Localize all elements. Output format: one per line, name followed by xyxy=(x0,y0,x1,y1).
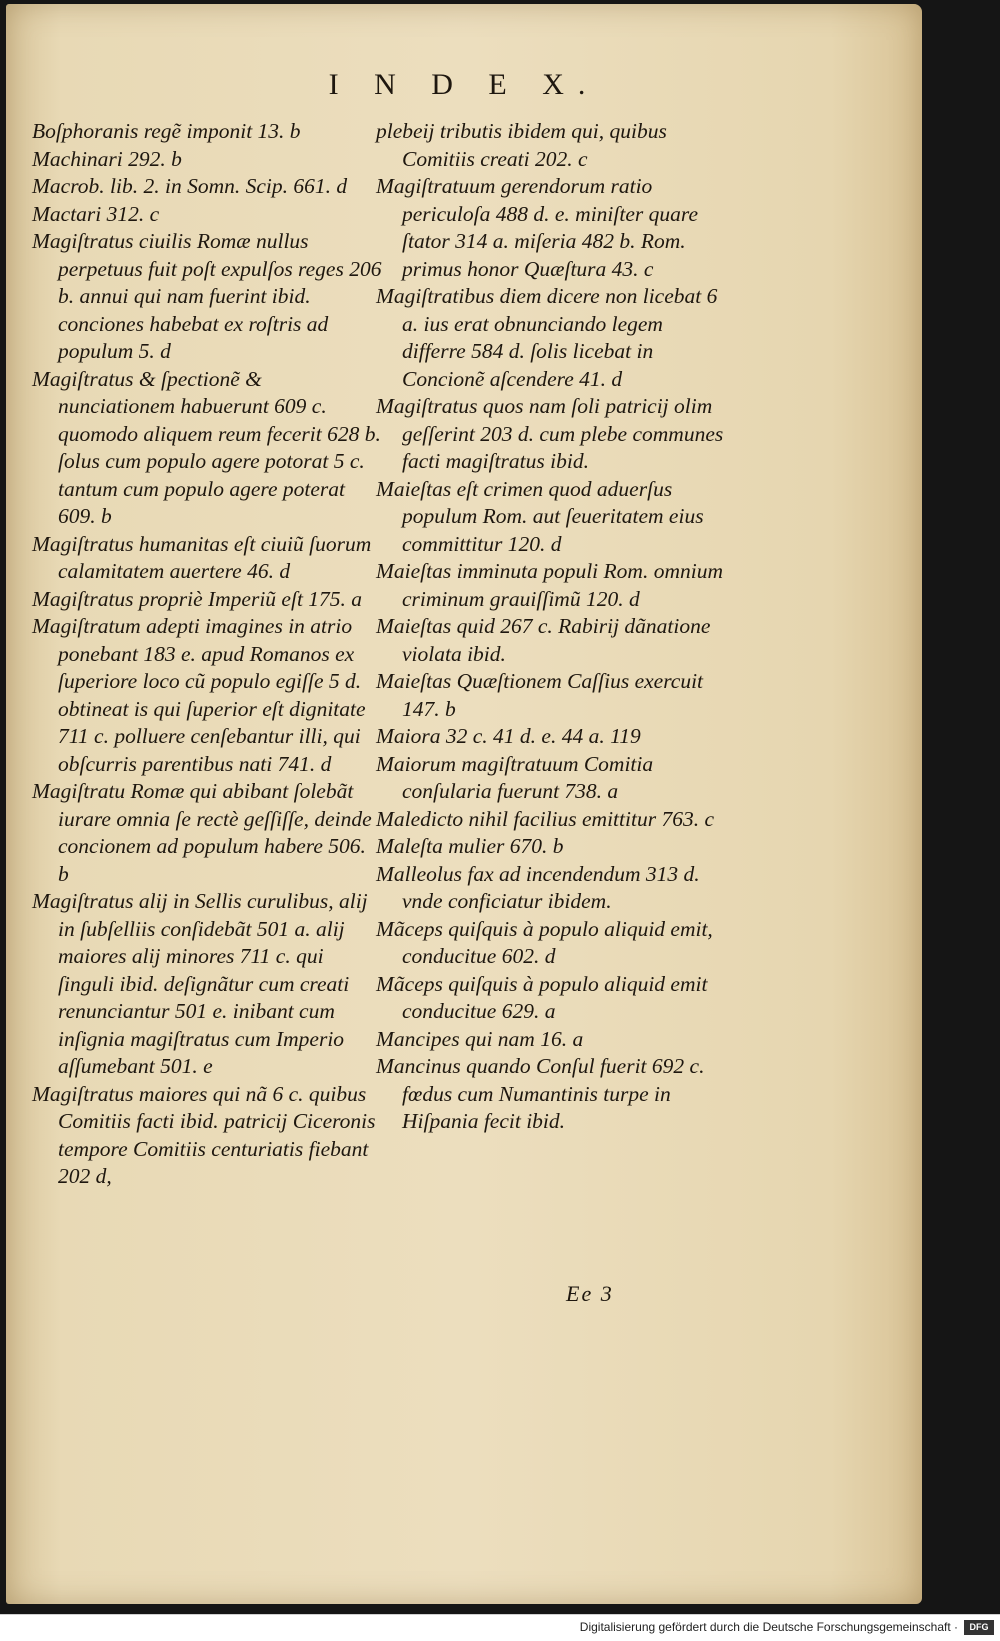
index-entry: Mancipes qui nam 16. a xyxy=(376,1026,584,1051)
index-entry: Maledicto nihil facilius emittitur 763. c xyxy=(376,806,714,831)
index-entry: Maiorum magiſtratuum Comitia conſularia fuerunt 738. a xyxy=(376,751,654,803)
index-entry: Magiſtratum adepti imagines in atrio ponebant 183 e. apud Romanos ex ſuperiore loco cũ populo egiſſe 5 d. obtineat is qui ſuperior eſt dignitate 711 c. polluere cenſebantur illi, qui obſcurris parentibus nati 741. d xyxy=(32,614,366,776)
index-entry: Maieſtas eſt crimen quod aduerſus populum Rom. aut ſeueritatem eius committitur 120. d xyxy=(376,476,704,556)
index-entry: Macrob. lib. 2. in Somn. Scip. 661. d xyxy=(32,174,348,198)
index-entry: Magiſtratus humanitas eſt ciuiũ ſuorum calamitatem auertere 46. d xyxy=(32,531,372,583)
index-entry: Machinari 292. b xyxy=(32,146,182,171)
index-entry: Mancinus quando Conſul fuerit 692 c. fœdus cum Numantinis turpe in Hiſpania fecit ibid. xyxy=(376,1054,705,1133)
index-entry: Maieſtas quid 267 c. Rabirij dãnatione violata ibid. xyxy=(376,614,711,666)
index-entry: Magiſtratus propriè Imperiũ eſt 175. a xyxy=(32,586,363,611)
index-entry: Malleolus fax ad incendendum 313 d. vnde conficiatur ibidem. xyxy=(376,861,700,913)
footer-credit: Digitalisierung gefördert durch die Deutsche Forschungsgemeinschaft · xyxy=(579,1620,958,1634)
digitization-footer xyxy=(0,1614,1000,1641)
index-column-right xyxy=(376,118,726,1136)
index-entry: Magiſtratuum gerendorum ratio periculoſa 488 d. e. miniſter quare ſtator 314 a. miſeria 482 b. Rom. primus honor Quæſtura 43. c xyxy=(376,174,698,281)
index-entry: Magiſtratu Romæ qui abibant ſolebãt iurare omnia ſe rectè geſſiſſe, deinde concionem ad populum habere 506. b xyxy=(32,779,372,886)
index-entry: Mãceps quiſquis à populo aliquid emit conducitue 629. a xyxy=(376,971,708,1023)
signature-mark: Ee 3 xyxy=(566,1281,614,1306)
dfg-logo-icon: DFG xyxy=(964,1620,994,1635)
index-entry: Mactari 312. c xyxy=(32,201,160,226)
index-entry: Magiſtratus alij in Sellis curulibus, alij in ſubſelliis conſidebãt 501 a. alij maiores alij minores 711 c. qui ſinguli ibid. deſignãtur cum creati renunciantur 501 e. inibant cum inſignia magiſtratus cum Imperio aſſumebant 501. e xyxy=(32,889,368,1078)
index-entry: plebeij tributis ibidem qui, quibus Comitiis creati 202. c xyxy=(376,119,667,171)
book-page xyxy=(6,4,922,1604)
index-entry: Magiſtratus ciuilis Romæ nullus perpetuus fuit poſt expulſos reges 206 b. annui qui nam fuerint ibid. conciones habebat ex roſtris ad populum 5. d xyxy=(32,229,382,363)
index-entry: Mãceps quiſquis à populo aliquid emit, conducitue 602. d xyxy=(376,916,713,968)
index-entry: Magiſtratibus diem dicere non licebat 6 a. ius erat obnunciando legem differre 584 d. ſolis licebat in Concionẽ aſcendere 41. d xyxy=(376,284,718,391)
index-entry: Maiora 32 c. 41 d. e. 44 a. 119 xyxy=(376,724,641,748)
page-header: I N D E X. xyxy=(328,68,600,101)
index-column-left xyxy=(32,118,382,1191)
index-entry: Maieſtas imminuta populi Rom. omnium criminum grauiſſimũ 120. d xyxy=(376,559,723,611)
index-entry: Magiſtratus quos nam ſoli patricij olim geſſerint 203 d. cum plebe communes facti magiſtratus ibid. xyxy=(376,394,724,473)
index-entry: Maieſtas Quæſtionem Caſſius exercuit 147. b xyxy=(376,669,704,721)
index-entry: Boſphoranis regẽ imponit 13. b xyxy=(32,119,301,143)
index-entry: Magiſtratus maiores qui nã 6 c. quibus Comitiis facti ibid. patricij Ciceronis tempore Comitiis centuriatis fiebant 202 d, xyxy=(32,1081,376,1188)
index-entry: Magiſtratus & ſpectionẽ & nunciationem habuerunt 609 c. quomodo aliquem reum fecerit 628 b. ſolus cum populo agere potorat 5 c. tantum cum populo agere poterat 609. b xyxy=(32,366,381,528)
index-entry: Maleſta mulier 670. b xyxy=(376,834,564,858)
